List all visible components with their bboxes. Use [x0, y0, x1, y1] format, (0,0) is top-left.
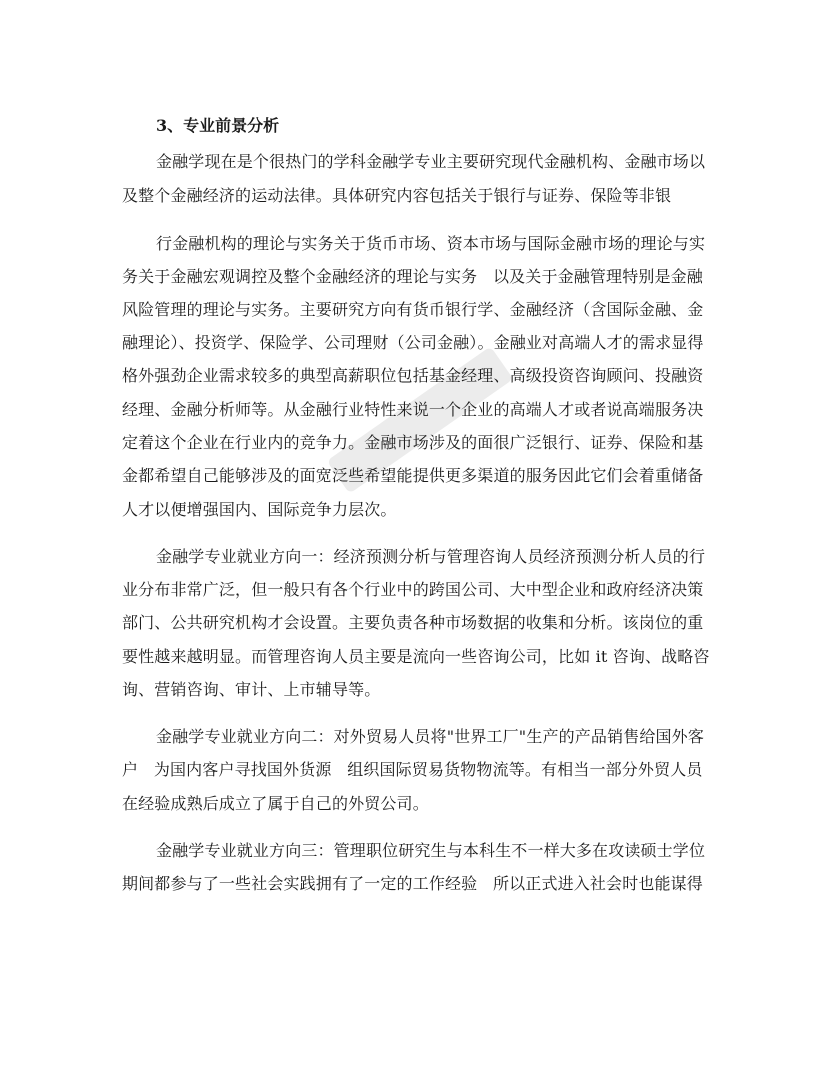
paragraph-line: 格外强劲企业需求较多的典型高薪职位包括基金经理、高级投资咨询顾问、投融资	[122, 366, 704, 385]
paragraph-line: 经理、金融分析师等。从金融行业特性来说一个企业的高端人才或者说高端服务决	[122, 400, 704, 419]
paragraph-line: 金融学专业就业方向三：管理职位研究生与本科生不一样大多在攻读硕士学位	[156, 841, 706, 860]
paragraph-line: 部门、公共研究机构才会设置。主要负责各种市场数据的收集和分析。该岗位的重	[122, 613, 704, 632]
paragraph-line: 期间都参与了一些社会实践拥有了一定的工作经验 所以正式进入社会时也能谋得	[122, 874, 703, 893]
paragraph-line: 金融学专业就业方向二：对外贸易人员将"世界工厂"生产的产品销售给国外客	[156, 727, 704, 746]
paragraph-line: 业分布非常广泛，但一般只有各个行业中的跨国公司、大中型企业和政府经济决策	[122, 580, 704, 599]
paragraph-line: 要性越来越明显。而管理咨询人员主要是流向一些咨询公司，比如 it 咨询、战略咨	[122, 647, 710, 666]
paragraph-line: 行金融机构的理论与实务关于货币市场、资本市场与国际金融市场的理论与实	[156, 234, 706, 253]
paragraph-line: 金融学专业就业方向一：经济预测分析与管理咨询人员经济预测分析人员的行	[156, 547, 706, 566]
paragraph-line: 询、营销咨询、审计、上市辅导等。	[122, 680, 381, 699]
paragraph-line: 定着这个企业在行业内的竞争力。金融市场涉及的面很广泛银行、证券、保险和基	[122, 433, 704, 452]
paragraph-line: 及整个金融经济的运动法律。具体研究内容包括关于银行与证券、保险等非银	[122, 186, 672, 205]
paragraph-line: 人才以便增强国内、国际竞争力层次。	[122, 500, 397, 519]
paragraph-line: 户 为国内客户寻找国外货源 组织国际贸易货物物流等。有相当一部分外贸人员	[122, 760, 703, 779]
paragraph-line: 在经验成熟后成立了属于自己的外贸公司。	[122, 794, 429, 813]
section-heading: 3、专业前景分析	[156, 116, 280, 135]
paragraph-line: 金融学现在是个很热门的学科金融学专业主要研究现代金融机构、金融市场以	[156, 152, 706, 171]
paragraph-line: 金都希望自己能够涉及的面宽泛些希望能提供更多渠道的服务因此它们会着重储备	[122, 466, 704, 485]
paragraph-line: 风险管理的理论与实务。主要研究方向有货币银行学、金融经济（含国际金融、金	[122, 300, 704, 319]
paragraph-line: 融理论）、投资学、保险学、公司理财（公司金融）。金融业对高端人才的需求显得	[122, 333, 704, 352]
paragraph-line: 务关于金融宏观调控及整个金融经济的理论与实务 以及关于金融管理特别是金融	[122, 267, 703, 286]
